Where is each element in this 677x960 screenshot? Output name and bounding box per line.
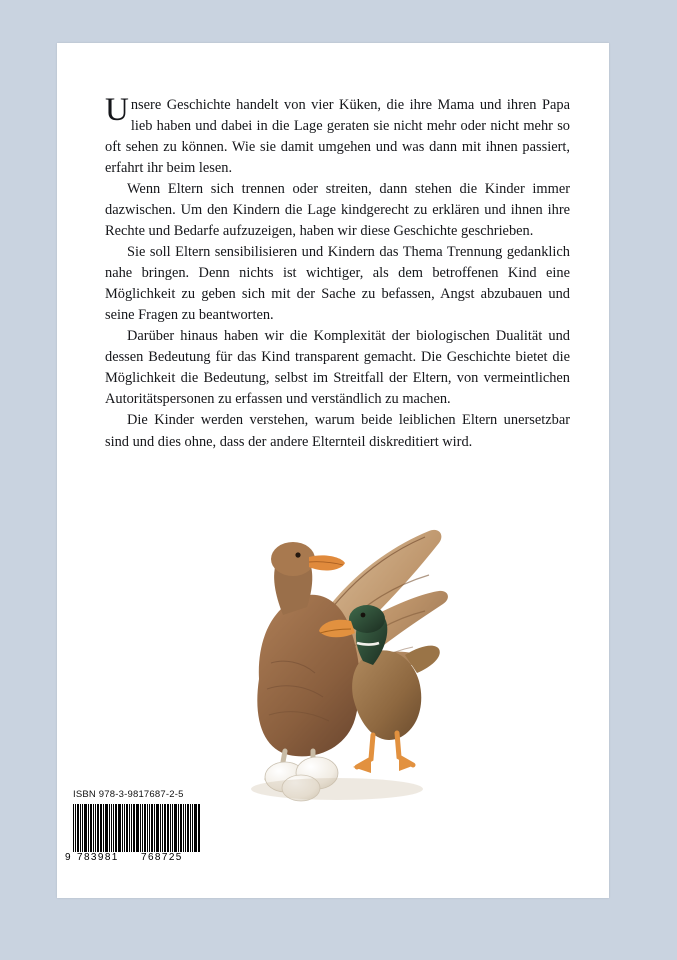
drop-cap: U bbox=[105, 92, 129, 128]
isbn-box bbox=[65, 786, 215, 800]
blurb-paragraph-1-text: nsere Geschichte handelt von vier Küken, die ihre Mama und ihren Papa lieb haben und dabei in die Lage geraten sie nicht mehr oder nicht mehr so oft sehen zu können. Wie sie damit umgehen und was dann mit ihnen passiert, erfahrt ihr beim lesen. bbox=[105, 97, 570, 177]
barcode-lead-digit: 9 bbox=[65, 852, 71, 863]
barcode-group-2: 768725 bbox=[141, 852, 183, 863]
barcode-bars bbox=[73, 804, 209, 852]
duck-family-illustration bbox=[167, 483, 497, 813]
blurb-paragraph-2: Wenn Eltern sich trennen oder streiten, dann stehen die Kinder immer dazwischen. Um den Kindern die Lage kindgerecht zu erklären und ihnen ihre Rechte und Bedarfe aufzuzeigen, haben wir diese Geschichte geschrieben. bbox=[105, 181, 570, 240]
isbn-label: ISBN 978-3-9817687-2-5 bbox=[73, 789, 184, 800]
blurb-text bbox=[105, 92, 570, 453]
blurb-paragraph-3: Sie soll Eltern sensibilisieren und Kindern das Thema Trennung gedanklich nahe bringen. Denn nichts ist wichtiger, als dem betroffenen Kind eine Möglichkeit zu geben sich mit der Sache zu befassen, Angst abzubauen und seine Fragen zu beantworten. bbox=[105, 244, 570, 324]
blurb-paragraph-4: Darüber hinaus haben wir die Komplexität der biologischen Dualität und dessen Bedeutung für das Kind transparent gemacht. Die Geschichte bietet die Möglichkeit die Bedeutung, selbst im Streitfall der Eltern, von vermeintlichen Autoritätspersonen zu erfassen und verständlich zu machen. bbox=[105, 328, 570, 408]
blurb-paragraph-5: Die Kinder werden verstehen, warum beide leiblichen Eltern unersetzbar sind und dies ohne, dass der andere Elternteil diskreditiert wird. bbox=[105, 412, 570, 450]
barcode-group-1: 783981 bbox=[77, 852, 119, 863]
isbn-barcode-area bbox=[57, 786, 217, 898]
blurb-paragraph-1 bbox=[105, 92, 570, 179]
back-cover-page bbox=[57, 43, 609, 898]
